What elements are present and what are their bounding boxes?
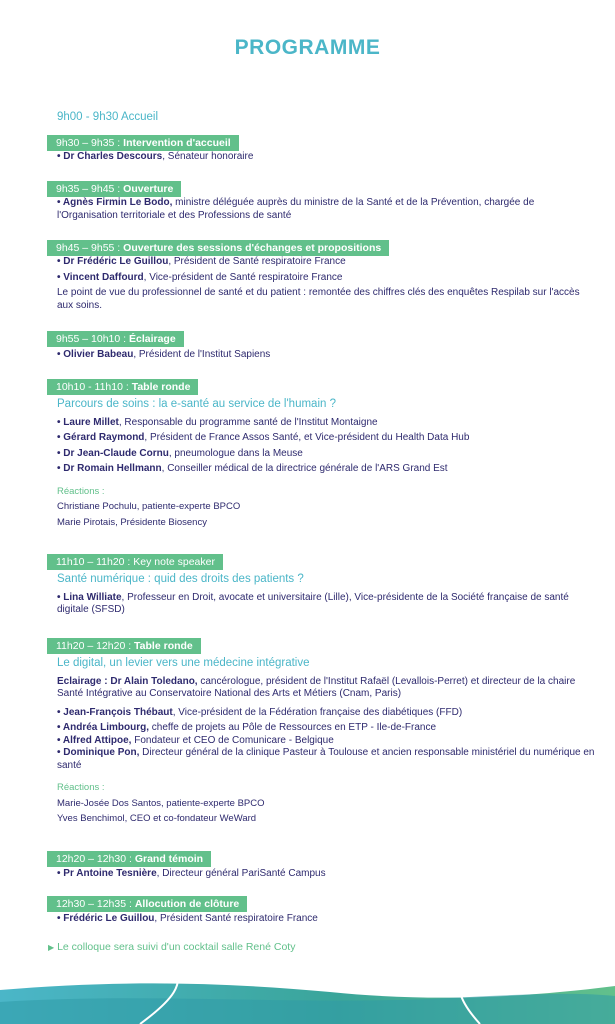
session-tag: 9h30 – 9h35 : Intervention d'accueil [47,133,239,151]
session-tag: 9h55 – 10h10 : Éclairage [47,329,184,347]
session-subtitle: Parcours de soins : la e-santé au service de l'humain ? [57,398,336,410]
page-title: PROGRAMME [234,36,381,59]
session-body: • Pr Antoine Tesnière, Directeur général PariSanté Campus [57,868,326,879]
session-tag: 10h10 - 11h10 : Table ronde [47,377,198,395]
session-body: • Frédéric Le Guillou, Président Santé respiratoire France [57,913,318,924]
session-tag: 12h30 – 12h35 : Allocution de clôture [47,894,247,912]
session-body: • Olivier Babeau, Président de l'Institut Sapiens [57,349,271,360]
session-body: Santé numérique : quid des droits des patients ? • Lina Williate, Professeur en Droit, avocate et universitaire (Lille), Vice-présidente de la Société française de santé digitale (SFSD) [57,573,597,620]
session-tag: 9h45 – 9h55 : Ouverture des sessions d'échanges et propositions [47,238,389,256]
footer-wave-decoration [0,962,615,1024]
session-body: • Dr Frédéric Le Guillou, Président de Santé respiratoire France • Vincent Daffourd, Vice-président de Santé respiratoire France Le point de vue du professionnel de santé et du patient : remontée des chiffres clés des enquêtes Respilab sur l'accès aux soins. [57,256,580,311]
session-body: Le digital, un levier vers une médecine intégrative Eclairage : Dr Alain Toledano, cancérologue, président de l'Institut Rafaël (Levallois-Perret) et directeur de la chaire Santé Intégrative au Conservatoire National des Arts et Métiers (Cnam, Paris) • Jean-François Thébaut, Vice-président de la Fédération française des diabétiques (FFD) • Andréa Limbourg, cheffe de projets au Pôle de Ressources en ETP - Ile-de-France • Alfred Attipoe, Fondateur et CEO de Comunicare - Belgique • Dominique Pon, Directeur général de la clinique Pasteur à Toulouse et ancien responsable ministériel du numérique en santé Réactions : Marie-Josée Dos Santos, patiente-experte BPCO Yves Benchimol, CEO et co-fondateur WeWard [57,657,597,829]
session-tag: 12h20 – 12h30 : Grand témoin [47,849,211,867]
session-tag: 9h35 – 9h45 : Ouverture [47,179,181,197]
session-subtitle: Le digital, un levier vers une médecine intégrative [57,657,310,669]
session-tag: 11h10 – 11h20 : Key note speaker [47,552,223,570]
session-body: • Dr Charles Descours, Sénateur honoraire [57,151,254,162]
session-body: Parcours de soins : la e-santé au service de l'humain ? • Laure Millet, Responsable du programme santé de l'Institut Montaigne • Gérard Raymond, Président de France Assos Santé, et Vice-président du Health Data Hub • Dr Jean-Claude Cornu, pneumologue dans la Meuse • Dr Romain Hellmann, Conseiller médical de la directrice générale de l'ARS Grand Est Réactions : Christiane Pochulu, patiente-experte BPCO Marie Pirotais, Présidente Biosency [57,398,597,532]
session-tag: 11h20 – 12h20 : Table ronde [47,636,201,654]
accueil-line: 9h00 - 9h30 Accueil [57,111,159,123]
session-subtitle: Santé numérique : quid des droits des patients ? [57,573,304,585]
closing-note: ▶ Le colloque sera suivi d'un cocktail salle René Coty [48,941,296,953]
session-body: • Agnès Firmin Le Bodo, ministre déléguée auprès du ministre de la Santé et de la Prévention, chargée de l'Organisation territoriale et des Professions de santé [57,197,535,221]
triangle-icon: ▶ [48,943,55,952]
